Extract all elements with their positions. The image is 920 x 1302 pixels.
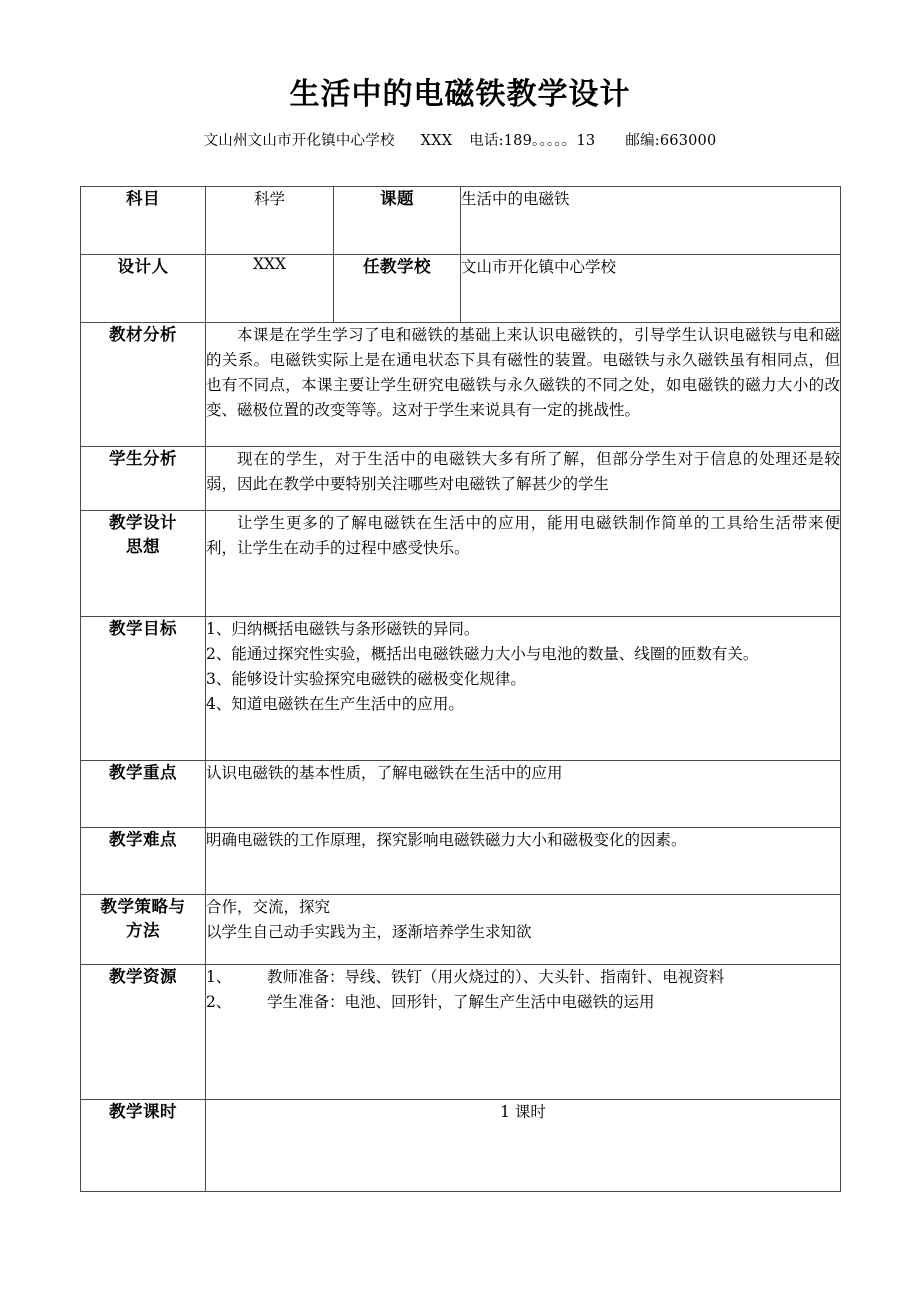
list-item: 1、归纳概括电磁铁与条形磁铁的异同。 — [206, 620, 480, 638]
label-periods: 教学课时 — [81, 1100, 206, 1192]
value-subject: 科学 — [206, 187, 334, 255]
strategy-line-1: 合作，交流，探究 — [206, 898, 331, 916]
subtitle-phone: 电话:189。。。。。13 — [469, 132, 596, 149]
value-material-analysis: 本课是在学生学习了电和磁铁的基础上来认识电磁铁的，引导学生认识电磁铁与电和磁的关系。电磁铁实际上是在通电状态下具有磁性的装置。电磁铁与永久磁铁虽有相同点，但也有不同点，本课主要让学生研究电磁铁与永久磁铁的不同之处，如电磁铁的磁力大小的改变、磁极位置的改变等等。这对于学生来说具有一定的挑战性。 — [206, 323, 841, 447]
value-objectives — [206, 617, 841, 761]
list-item — [206, 990, 840, 1015]
list-item-number: 2、 — [206, 993, 232, 1012]
value-topic: 生活中的电磁铁 — [461, 187, 841, 255]
strategy-line-2: 以学生自己动手实践为主，逐渐培养学生求知欲 — [206, 923, 532, 942]
table-row — [81, 965, 841, 1100]
label-design-thought — [81, 511, 206, 617]
subtitle-school: 文山州文山市开化镇中心学校 — [203, 132, 395, 149]
lesson-plan-table — [80, 186, 841, 1192]
label-strategy-line1: 教学策略与 — [100, 897, 186, 916]
value-difficulty: 明确电磁铁的工作原理，探究影响电磁铁磁力大小和磁极变化的因素。 — [206, 828, 841, 895]
page-title: 生活中的电磁铁教学设计 — [289, 77, 631, 112]
value-periods: 1 课时 — [206, 1100, 841, 1192]
label-material-analysis: 教材分析 — [81, 323, 206, 447]
list-item-text: 学生准备：电池、回形针，了解生产生活中电磁铁的运用 — [267, 993, 655, 1012]
document-subtitle — [0, 113, 920, 150]
table-row — [81, 761, 841, 828]
label-subject: 科目 — [81, 187, 206, 255]
value-student-analysis: 现在的学生，对于生活中的电磁铁大多有所了解，但部分学生对于信息的处理还是较弱，因此在教学中要特别关注哪些对电磁铁了解甚少的学生 — [206, 447, 841, 511]
list-item: 4、知道电磁铁在生产生活中的应用。 — [206, 695, 464, 714]
list-item: 3、能够设计实验探究电磁铁的磁极变化规律。 — [206, 670, 526, 689]
label-topic: 课题 — [334, 187, 461, 255]
value-teaching-school: 文山市开化镇中心学校 — [461, 255, 841, 323]
lesson-plan-table-wrapper — [80, 186, 840, 1192]
label-strategy-line2: 方法 — [126, 920, 160, 940]
list-item-number: 1、 — [206, 968, 232, 986]
list-item-text: 教师准备：导线、铁钉（用火烧过的）、大头针、指南针、电视资料 — [267, 968, 725, 986]
value-resources — [206, 965, 841, 1100]
value-designer: XXX — [206, 255, 334, 323]
table-row — [81, 828, 841, 895]
label-key-point: 教学重点 — [81, 761, 206, 828]
label-design-thought-line1: 教学设计 — [109, 513, 177, 532]
value-design-thought: 让学生更多的了解电磁铁在生活中的应用，能用电磁铁制作简单的工具给生活带来便利，让学生在动手的过程中感受快乐。 — [206, 511, 841, 617]
table-row — [81, 323, 841, 447]
label-objectives: 教学目标 — [81, 617, 206, 761]
table-row — [81, 255, 841, 323]
table-row — [81, 447, 841, 511]
list-item: 2、能通过探究性实验，概括出电磁铁磁力大小与电池的数量、线圈的匝数有关。 — [206, 645, 759, 664]
table-row — [81, 895, 841, 965]
value-strategy — [206, 895, 841, 965]
label-teaching-school: 任教学校 — [334, 255, 461, 323]
subtitle-author: XXX — [420, 132, 453, 149]
label-difficulty: 教学难点 — [81, 828, 206, 895]
label-designer: 设计人 — [81, 255, 206, 323]
list-item — [206, 965, 840, 990]
table-row — [81, 617, 841, 761]
value-key-point: 认识电磁铁的基本性质，了解电磁铁在生活中的应用 — [206, 761, 841, 828]
label-design-thought-line2: 思想 — [126, 536, 160, 556]
label-strategy — [81, 895, 206, 965]
table-row — [81, 1100, 841, 1192]
table-row — [81, 511, 841, 617]
label-student-analysis: 学生分析 — [81, 447, 206, 511]
label-resources: 教学资源 — [81, 965, 206, 1100]
table-row — [81, 187, 841, 255]
subtitle-postcode: 邮编:663000 — [625, 132, 717, 149]
